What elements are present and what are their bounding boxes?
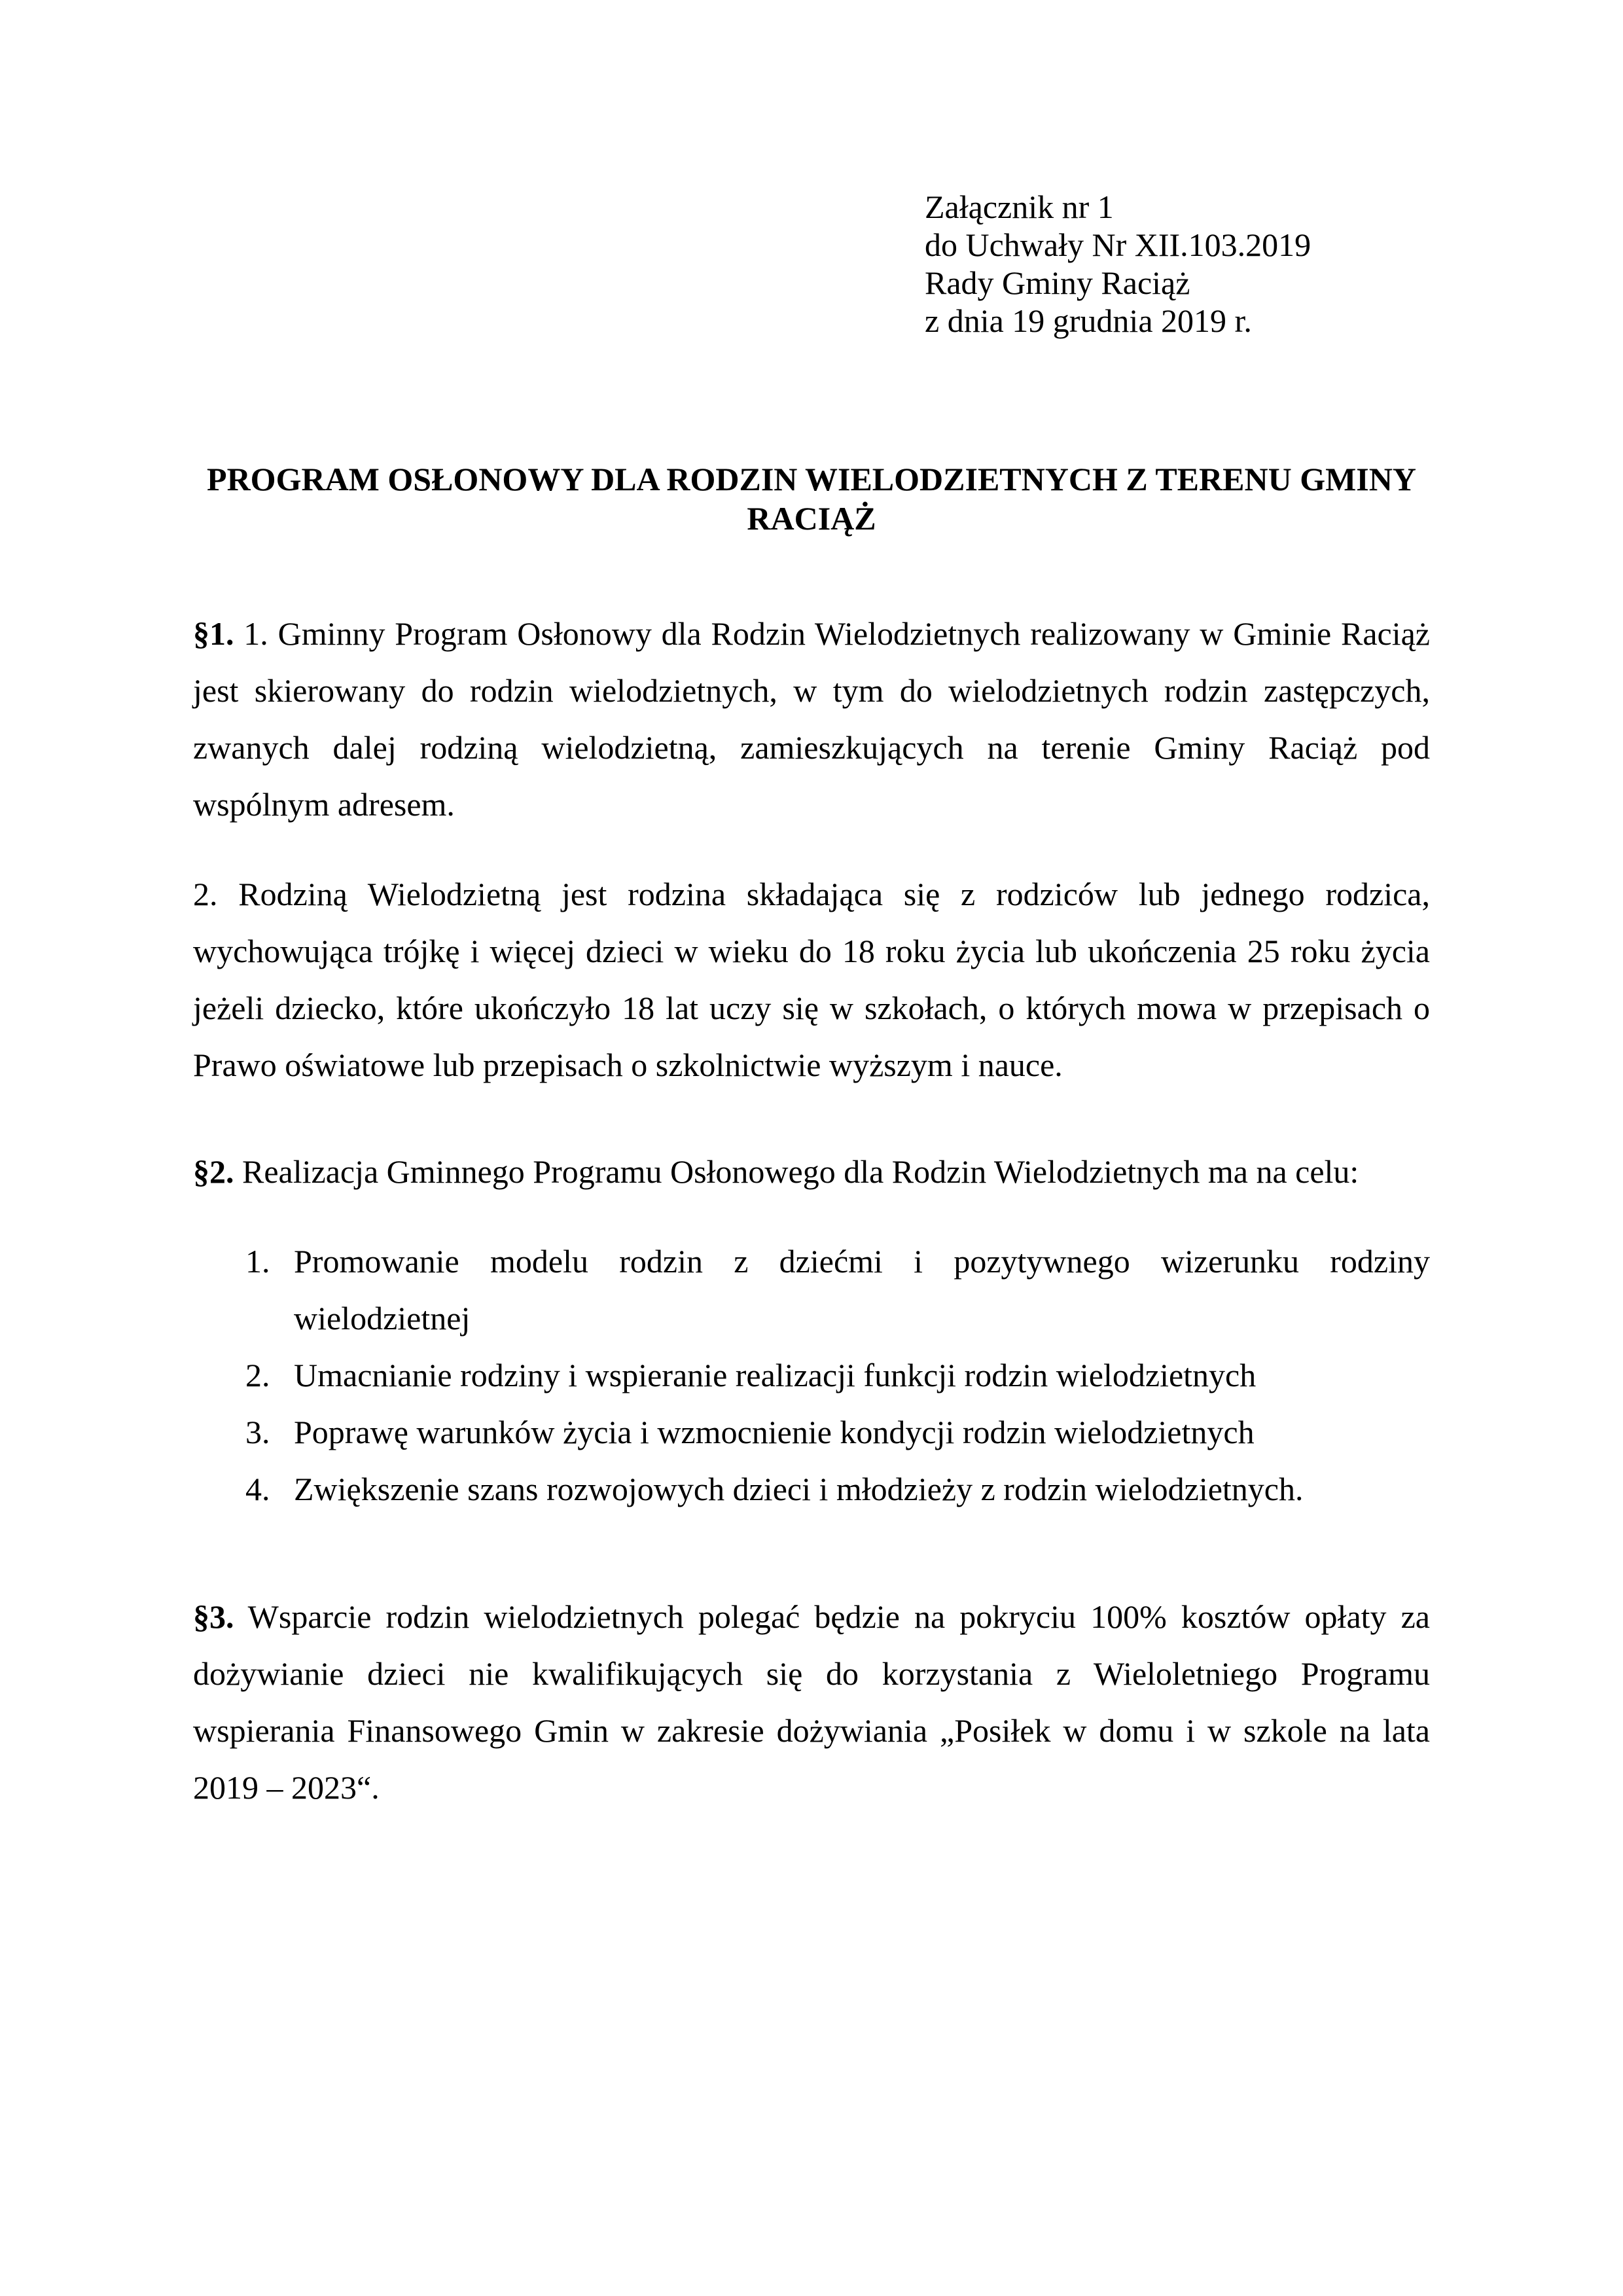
document-title: PROGRAM OSŁONOWY DLA RODZIN WIELODZIETNYCH Z TERENU GMINY RACIĄŻ: [207, 461, 1416, 537]
list-item: [193, 1461, 1430, 1518]
list-item: [193, 1233, 1430, 1347]
paragraph-section-3: [193, 1588, 1430, 1816]
paragraph-section-1: [193, 605, 1430, 833]
section-1-text: 1. Gminny Program Osłonowy dla Rodzin Wielodzietnych realizowany w Gminie Raciąż jest skierowany do rodzin wielodzietnych, w tym do wielodzietnych rodzin zastępczych, zwanych dalej rodziną wielodzietną, zamieszkujących na terenie Gminy Raciąż pod wspólnym adresem.: [193, 615, 1430, 823]
paragraph-point-2: [193, 866, 1430, 1094]
section-3-text: Wsparcie rodzin wielodzietnych polegać będzie na pokryciu 100% kosztów opłaty za dożywianie dzieci nie kwalifikujących się do korzystania z Wieloletniego Programu wspierania Finansowego Gmin w zakresie dożywiania „Posiłek w domu i w szkole na lata 2019 – 2023“.: [193, 1598, 1430, 1806]
annex-line: do Uchwały Nr XII.103.2019: [925, 226, 1311, 263]
goals-list: [193, 1233, 1430, 1518]
section-2-text: Realizacja Gminnego Programu Osłonowego dla Rodzin Wielodzietnych ma na celu:: [234, 1153, 1359, 1190]
list-item-text: Umacnianie rodziny i wspieranie realizacji funkcji rodzin wielodzietnych: [294, 1357, 1257, 1393]
list-item: [193, 1404, 1430, 1461]
list-item-number: 3.: [245, 1414, 270, 1450]
list-item-text: Zwiększenie szans rozwojowych dzieci i młodzieży z rodzin wielodzietnych.: [294, 1471, 1304, 1507]
list-item-number: 1.: [245, 1243, 270, 1280]
list-item: [193, 1347, 1430, 1404]
point-2-text: 2. Rodziną Wielodzietną jest rodzina składająca się z rodziców lub jednego rodzica, wychowująca trójkę i więcej dzieci w wieku do 18 roku życia lub ukończenia 25 roku życia jeżeli dziecko, które ukończyło 18 lat uczy się w szkołach, o których mowa w przepisach o Prawo oświatowe lub przepisach o szkolnictwie wyższym i nauce.: [193, 876, 1430, 1083]
annex-line: Załącznik nr 1: [925, 188, 1114, 225]
annex-reference-block: [925, 188, 1430, 340]
annex-line: Rady Gminy Raciąż: [925, 264, 1190, 301]
section-3-marker: §3.: [193, 1598, 234, 1635]
page-content: [193, 0, 1430, 1849]
list-item-text: Promowanie modelu rodzin z dziećmi i pozytywnego wizerunku rodziny wielodzietnej: [294, 1243, 1430, 1336]
list-item-number: 4.: [245, 1471, 270, 1507]
list-item-text: Poprawę warunków życia i wzmocnienie kondycji rodzin wielodzietnych: [294, 1414, 1255, 1450]
section-1-marker: §1.: [193, 615, 234, 652]
list-item-number: 2.: [245, 1357, 270, 1393]
paragraph-section-2: [193, 1143, 1430, 1200]
section-2-marker: §2.: [193, 1153, 234, 1190]
annex-line: z dnia 19 grudnia 2019 r.: [925, 302, 1252, 339]
